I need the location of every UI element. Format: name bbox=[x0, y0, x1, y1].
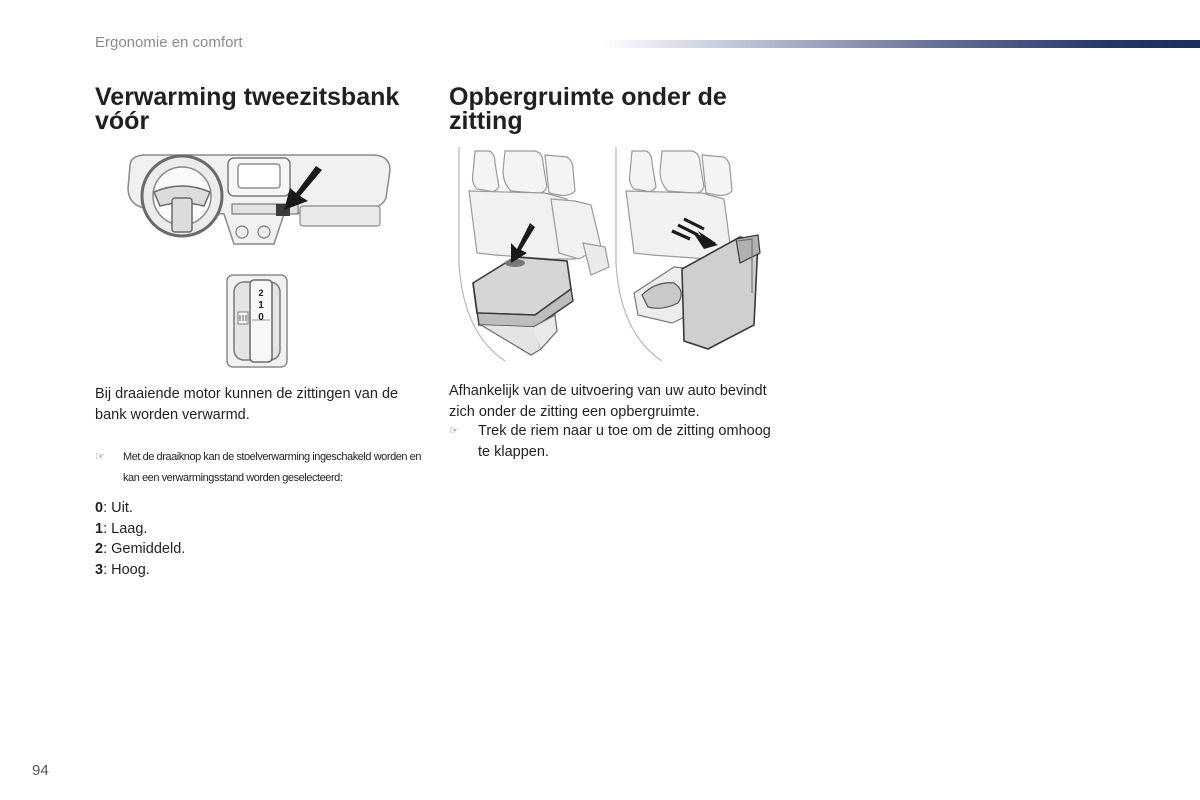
bench-seat-raised-illustration bbox=[612, 143, 776, 363]
heating-knob-illustration bbox=[226, 274, 288, 368]
heated-bench-title: Verwarming tweezitsbank vóór bbox=[95, 83, 400, 135]
page-number: 94 bbox=[32, 762, 49, 779]
level-item: 2: Gemiddeld. bbox=[95, 541, 186, 557]
bench-seat-closed-illustration bbox=[455, 143, 611, 363]
pointing-hand-icon: ☞ bbox=[95, 451, 105, 463]
storage-title: Opbergruimte onder de zitting bbox=[449, 83, 727, 135]
heating-instruction-text: Met de draaiknop kan de stoelverwarming ingeschakeld worden en kan een verwarmingsstand worden geselecteerd: bbox=[123, 451, 422, 484]
pointing-hand-icon: ☞ bbox=[449, 425, 459, 437]
dashboard-illustration bbox=[124, 148, 396, 250]
storage-intro-text: Afhankelijk van de uitvoering van uw auto bevindt zich onder de zitting een opbergruimte. bbox=[449, 383, 767, 420]
level-item: 1: Laag. bbox=[95, 520, 148, 537]
section-header: Ergonomie en comfort bbox=[95, 34, 243, 51]
header-gradient-bar bbox=[600, 40, 1200, 48]
level-item: 3: Hoog. bbox=[95, 561, 150, 578]
knob-label-bottom: 0 bbox=[258, 312, 264, 323]
level-item: 0: Uit. bbox=[95, 500, 133, 516]
storage-instruction-text: Trek de riem naar u toe om de zitting omhoog te klappen. bbox=[478, 423, 771, 460]
heating-levels-list bbox=[95, 498, 185, 580]
heating-instruction-bullet bbox=[95, 447, 425, 489]
storage-instruction-bullet bbox=[449, 421, 779, 462]
knob-label-middle: 1 bbox=[258, 300, 264, 311]
heating-intro-text: Bij draaiende motor kunnen de zittingen van de bank worden verwarmd. bbox=[95, 386, 399, 423]
knob-label-top: 2 bbox=[258, 288, 264, 298]
